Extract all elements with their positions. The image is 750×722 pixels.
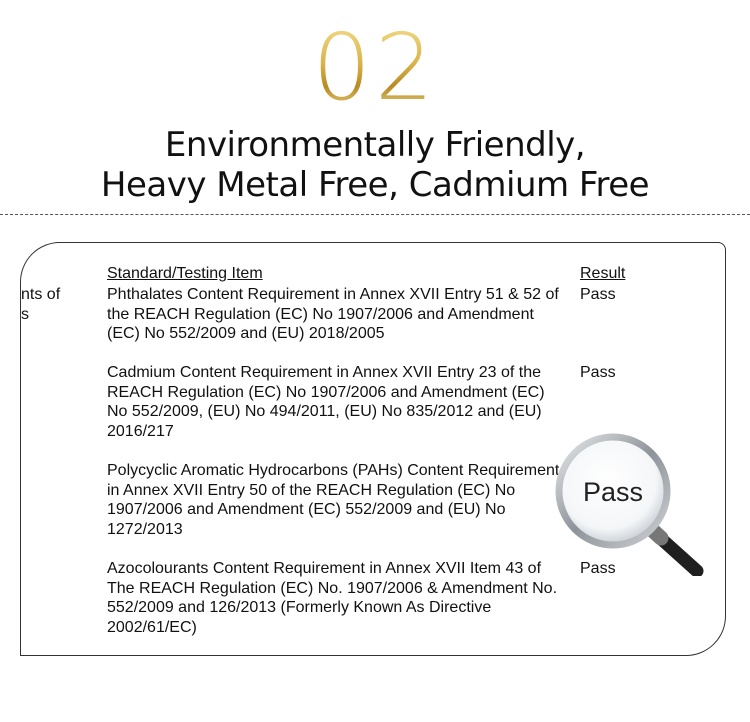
section-number: 02: [0, 22, 750, 114]
cropped-column-text: s: [21, 306, 29, 323]
headline-line-1: Environmentally Friendly,: [164, 125, 586, 165]
test-result: Pass: [580, 560, 616, 577]
dashed-divider: [0, 214, 750, 215]
test-item-azocolourants: Azocolourants Content Requirement in Annex XVII Item 43 of The REACH Regulation (EC) No. 1907/2006 & Amendment No. 552/2009 and 126/2013 (Formerly Known As Directive 2002/61/EC): [107, 560, 558, 636]
column-header-result: Result: [580, 265, 626, 282]
headline-line-2: Heavy Metal Free, Cadmium Free: [100, 165, 650, 205]
test-result: Pass: [580, 286, 616, 303]
magnifying-glass-icon: [549, 431, 709, 576]
magnifier-label: Pass: [582, 477, 644, 507]
test-result: Pass: [580, 364, 616, 381]
test-report-card: [20, 242, 726, 656]
cropped-column-text: nts of: [21, 286, 61, 303]
column-header-item: Standard/Testing Item: [107, 265, 263, 282]
test-item-pahs: Polycyclic Aromatic Hydrocarbons (PAHs) Content Requirement in Annex XVII Entry 50 of the REACH Regulation (EC) No 1907/2006 and Amendment (EC) 552/2009 and (EU) No 1272/2013: [107, 462, 560, 538]
test-item-phthalates: Phthalates Content Requirement in Annex XVII Entry 51 & 52 of the REACH Regulation (EC) No 1907/2006 and Amendment (EC) No 552/2009 and (EU) 2018/2005: [107, 286, 559, 343]
test-item-cadmium: Cadmium Content Requirement in Annex XVII Entry 23 of the REACH Regulation (EC) No 1907/2006 and Amendment (EC) No 552/2009, (EU) No 494/2011, (EU) No 835/2012 and (EU) 2016/217: [107, 364, 545, 440]
